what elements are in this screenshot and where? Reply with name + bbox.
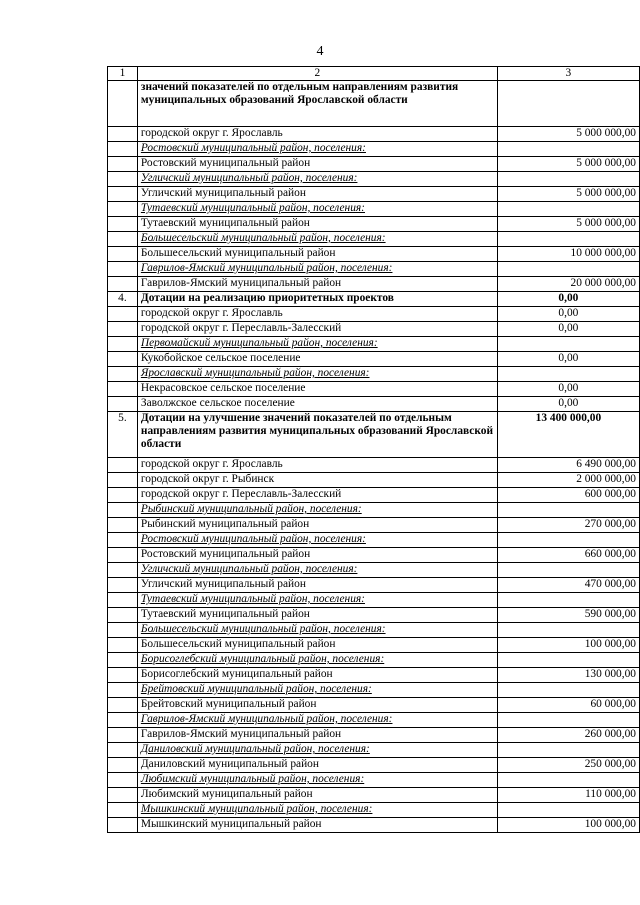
amount-cell (497, 593, 639, 608)
amount-cell (497, 202, 639, 217)
amount-cell: 260 000,00 (497, 728, 639, 743)
table-row (108, 322, 640, 337)
table-row (108, 638, 640, 653)
table-row (108, 668, 640, 683)
table-subheader-row (108, 142, 640, 157)
district-group-label: Рыбинский муниципальный район, поселения: (137, 503, 497, 518)
recipient-name: Гаврилов-Ямский муниципальный район (137, 277, 497, 292)
row-number (108, 232, 138, 247)
row-number (108, 533, 138, 548)
row-number (108, 247, 138, 262)
table-row (108, 382, 640, 397)
district-group-label: Ярославский муниципальный район, поселения: (137, 367, 497, 382)
table-subheader-row (108, 533, 640, 548)
table-subheader-row (108, 623, 640, 638)
amount-cell: 5 000 000,00 (497, 127, 639, 142)
column-header-amount: 3 (497, 67, 639, 81)
amount-cell: 0,00 (497, 397, 639, 412)
amount-cell (497, 337, 639, 352)
amount-cell: 20 000 000,00 (497, 277, 639, 292)
row-number (108, 81, 138, 127)
recipient-name: городской округ г. Рыбинск (137, 473, 497, 488)
amount-cell (497, 367, 639, 382)
amount-cell (497, 262, 639, 277)
amount-cell: 250 000,00 (497, 758, 639, 773)
table-subheader-row (108, 503, 640, 518)
row-number (108, 683, 138, 698)
table-row (108, 818, 640, 833)
recipient-name: Рыбинский муниципальный район (137, 518, 497, 533)
table-row (108, 157, 640, 172)
row-number (108, 127, 138, 142)
district-group-label: Угличский муниципальный район, поселения: (137, 563, 497, 578)
amount-cell: 0,00 (497, 322, 639, 337)
table-subheader-row (108, 713, 640, 728)
recipient-name: Большесельский муниципальный район (137, 638, 497, 653)
row-number (108, 653, 138, 668)
row-number (108, 202, 138, 217)
row-number (108, 788, 138, 803)
row-number: 5. (108, 412, 138, 458)
table-subheader-row (108, 653, 640, 668)
table-row (108, 127, 640, 142)
amount-cell: 100 000,00 (497, 818, 639, 833)
row-number (108, 728, 138, 743)
district-group-label: Брейтовский муниципальный район, поселения: (137, 683, 497, 698)
district-group-label: Угличский муниципальный район, поселения: (137, 172, 497, 187)
recipient-name: Ростовский муниципальный район (137, 157, 497, 172)
amount-cell (497, 623, 639, 638)
amount-cell (497, 653, 639, 668)
table-row (108, 548, 640, 563)
page-number: 4 (316, 44, 324, 59)
row-number (108, 217, 138, 232)
row-number (108, 473, 138, 488)
recipient-name: Дотации на реализацию приоритетных проектов (137, 292, 497, 307)
district-group-label: Большесельский муниципальный район, поселения: (137, 232, 497, 247)
row-number (108, 593, 138, 608)
district-group-label: Любимский муниципальный район, поселения: (137, 773, 497, 788)
recipient-name: Даниловский муниципальный район (137, 758, 497, 773)
recipient-name: Гаврилов-Ямский муниципальный район (137, 728, 497, 743)
row-number (108, 307, 138, 322)
recipient-name: значений показателей по отдельным направлениям развития муниципальных образований Ярославской области (137, 81, 497, 127)
table-header-row (108, 67, 640, 81)
district-group-label: Ростовский муниципальный район, поселения: (137, 142, 497, 157)
amount-cell: 5 000 000,00 (497, 187, 639, 202)
recipient-name: городской округ г. Переславль-Залесский (137, 488, 497, 503)
recipient-name: городской округ г. Переславль-Залесский (137, 322, 497, 337)
amount-cell: 0,00 (497, 292, 639, 307)
amount-cell: 130 000,00 (497, 668, 639, 683)
table-row (108, 518, 640, 533)
amount-cell (497, 773, 639, 788)
amount-cell (497, 503, 639, 518)
amount-cell: 660 000,00 (497, 548, 639, 563)
recipient-name: Любимский муниципальный район (137, 788, 497, 803)
amount-cell (497, 713, 639, 728)
recipient-name: Ростовский муниципальный район (137, 548, 497, 563)
table-row (108, 307, 640, 322)
amount-cell: 5 000 000,00 (497, 217, 639, 232)
recipient-name: Кукобойское сельское поселение (137, 352, 497, 367)
row-number (108, 277, 138, 292)
row-number (108, 668, 138, 683)
recipient-name: городской округ г. Ярославль (137, 458, 497, 473)
row-number (108, 638, 138, 653)
table-subheader-row (108, 232, 640, 247)
row-number (108, 713, 138, 728)
row-number (108, 458, 138, 473)
table-row (108, 728, 640, 743)
row-number (108, 758, 138, 773)
table-subheader-row (108, 593, 640, 608)
table-subheader-row (108, 563, 640, 578)
row-number (108, 322, 138, 337)
row-number (108, 157, 138, 172)
table-subheader-row (108, 202, 640, 217)
table-row (108, 458, 640, 473)
amount-cell: 110 000,00 (497, 788, 639, 803)
row-number (108, 803, 138, 818)
table-row (108, 187, 640, 202)
row-number (108, 518, 138, 533)
amount-cell: 470 000,00 (497, 578, 639, 593)
recipient-name: Большесельский муниципальный район (137, 247, 497, 262)
table-row (108, 578, 640, 593)
table-row (108, 397, 640, 412)
amount-cell (497, 81, 639, 127)
amount-cell: 10 000 000,00 (497, 247, 639, 262)
table-row (108, 277, 640, 292)
amount-cell: 100 000,00 (497, 638, 639, 653)
recipient-name: Тутаевский муниципальный район (137, 217, 497, 232)
table-subheader-row (108, 172, 640, 187)
row-number (108, 563, 138, 578)
table-subheader-row (108, 683, 640, 698)
row-number (108, 773, 138, 788)
recipient-name: Некрасовское сельское поселение (137, 382, 497, 397)
table-row (108, 412, 640, 458)
table-subheader-row (108, 337, 640, 352)
recipient-name: Угличский муниципальный район (137, 578, 497, 593)
table-subheader-row (108, 262, 640, 277)
table-row (108, 81, 640, 127)
row-number (108, 172, 138, 187)
budget-allocation-table (107, 66, 640, 833)
row-number (108, 397, 138, 412)
table-row (108, 473, 640, 488)
recipient-name: Мышкинский муниципальный район (137, 818, 497, 833)
table-subheader-row (108, 773, 640, 788)
district-group-label: Даниловский муниципальный район, поселения: (137, 743, 497, 758)
recipient-name: Угличский муниципальный район (137, 187, 497, 202)
amount-cell (497, 232, 639, 247)
table-row (108, 292, 640, 307)
row-number (108, 367, 138, 382)
amount-cell (497, 803, 639, 818)
row-number: 4. (108, 292, 138, 307)
amount-cell (497, 563, 639, 578)
recipient-name: Тутаевский муниципальный район (137, 608, 497, 623)
district-group-label: Гаврилов-Ямский муниципальный район, поселения: (137, 713, 497, 728)
amount-cell: 2 000 000,00 (497, 473, 639, 488)
amount-cell: 5 000 000,00 (497, 157, 639, 172)
table-row (108, 352, 640, 367)
recipient-name: городской округ г. Ярославль (137, 307, 497, 322)
district-group-label: Ростовский муниципальный район, поселения: (137, 533, 497, 548)
column-header-number: 1 (108, 67, 138, 81)
recipient-name: Брейтовский муниципальный район (137, 698, 497, 713)
amount-cell (497, 683, 639, 698)
district-group-label: Мышкинский муниципальный район, поселения: (137, 803, 497, 818)
column-header-name: 2 (137, 67, 497, 81)
district-group-label: Большесельский муниципальный район, поселения: (137, 623, 497, 638)
table-row (108, 608, 640, 623)
amount-cell: 600 000,00 (497, 488, 639, 503)
row-number (108, 382, 138, 397)
table-subheader-row (108, 803, 640, 818)
amount-cell: 0,00 (497, 382, 639, 397)
amount-cell (497, 743, 639, 758)
amount-cell: 13 400 000,00 (497, 412, 639, 458)
table-row (108, 247, 640, 262)
row-number (108, 142, 138, 157)
row-number (108, 503, 138, 518)
table-row (108, 698, 640, 713)
district-group-label: Борисоглебский муниципальный район, поселения: (137, 653, 497, 668)
row-number (108, 187, 138, 202)
district-group-label: Гаврилов-Ямский муниципальный район, поселения: (137, 262, 497, 277)
row-number (108, 262, 138, 277)
row-number (108, 818, 138, 833)
amount-cell: 0,00 (497, 307, 639, 322)
amount-cell: 590 000,00 (497, 608, 639, 623)
amount-cell: 60 000,00 (497, 698, 639, 713)
table-row (108, 758, 640, 773)
recipient-name: Борисоглебский муниципальный район (137, 668, 497, 683)
recipient-name: городской округ г. Ярославль (137, 127, 497, 142)
amount-cell (497, 142, 639, 157)
district-group-label: Первомайский муниципальный район, поселения: (137, 337, 497, 352)
row-number (108, 488, 138, 503)
amount-cell (497, 172, 639, 187)
district-group-label: Тутаевский муниципальный район, поселения: (137, 593, 497, 608)
amount-cell: 0,00 (497, 352, 639, 367)
row-number (108, 743, 138, 758)
table-row (108, 217, 640, 232)
row-number (108, 578, 138, 593)
table-subheader-row (108, 367, 640, 382)
row-number (108, 608, 138, 623)
recipient-name: Дотации на улучшение значений показателей по отдельным направлениям развития муниципальных образований Ярославской области (137, 412, 497, 458)
row-number (108, 698, 138, 713)
row-number (108, 337, 138, 352)
amount-cell (497, 533, 639, 548)
district-group-label: Тутаевский муниципальный район, поселения: (137, 202, 497, 217)
table-row (108, 488, 640, 503)
table-subheader-row (108, 743, 640, 758)
amount-cell: 270 000,00 (497, 518, 639, 533)
recipient-name: Заволжское сельское поселение (137, 397, 497, 412)
amount-cell: 6 490 000,00 (497, 458, 639, 473)
row-number (108, 352, 138, 367)
table-row (108, 788, 640, 803)
row-number (108, 623, 138, 638)
row-number (108, 548, 138, 563)
